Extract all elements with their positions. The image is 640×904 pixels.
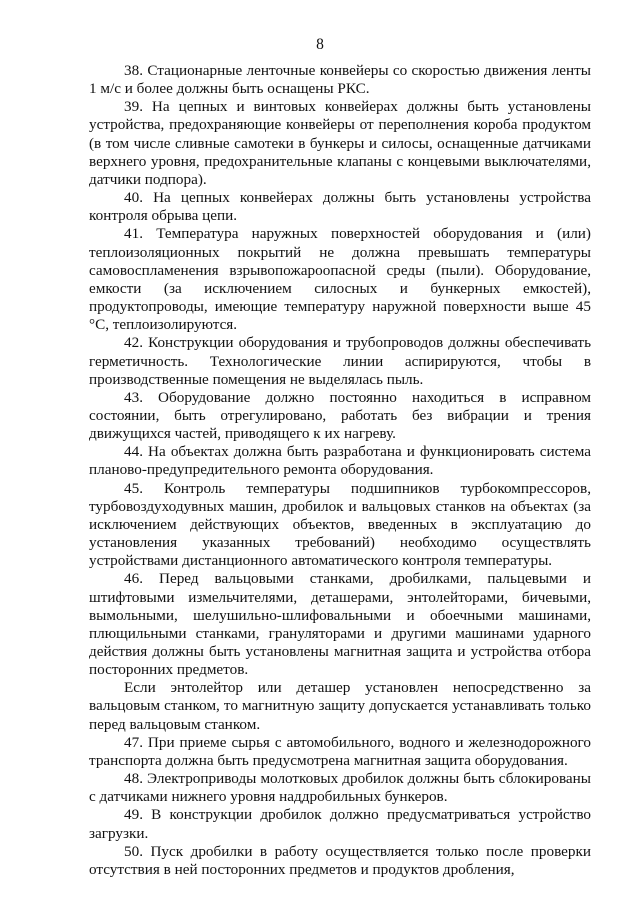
- paragraph-38: 38. Стационарные ленточные конвейеры со скоростью движения ленты 1 м/с и более должны быть оснащены РКС.: [89, 62, 591, 98]
- page-number: 8: [316, 36, 324, 53]
- paragraph-47: 47. При приеме сырья с автомобильного, водного и железнодорожного транспорта должна быть предусмотрена магнитная защита оборудования.: [89, 733, 591, 769]
- document-body: [89, 62, 591, 879]
- paragraph-44: 44. На объектах должна быть разработана и функционировать система планово-предупредительного ремонта оборудования.: [89, 443, 591, 479]
- paragraph-46-note: Если энтолейтор или деташер установлен непосредственно за вальцовым станком, то магнитную защиту допускается устанавливать только перед вальцовым станком.: [89, 679, 591, 733]
- paragraph-49: 49. В конструкции дробилок должно предусматриваться устройство загрузки.: [89, 806, 591, 842]
- paragraph-48: 48. Электроприводы молотковых дробилок должны быть сблокированы с датчиками нижнего уровня наддробильных бункеров.: [89, 770, 591, 806]
- paragraph-40: 40. На цепных конвейерах должны быть установлены устройства контроля обрыва цепи.: [89, 189, 591, 225]
- paragraph-41: 41. Температура наружных поверхностей оборудования и (или) теплоизоляционных покрытий не должна превышать температуры самовоспламенения взрывопожароопасной среды (пыли). Оборудование, емкости (за исключением силосных и бункерных емкостей), продуктопроводы, имеющие температуру наружной поверхности выше 45 °С, теплоизолируются.: [89, 225, 591, 334]
- paragraph-50: 50. Пуск дробилки в работу осуществляется только после проверки отсутствия в ней посторонних предметов и продуктов дробления,: [89, 842, 591, 878]
- paragraph-46: 46. Перед вальцовыми станками, дробилками, пальцевыми и штифтовыми измельчителями, деташерами, энтолейторами, бичевыми, вымольными, шелушильно-шлифовальными и обоечными машинами, плющильными станками, грануляторами и другими машинами ударного действия должны быть установлены магнитная защита и устройства отбора посторонних предметов.: [89, 570, 591, 679]
- paragraph-45: 45. Контроль температуры подшипников турбокомпрессоров, турбовоздуходувных машин, дробилок и вальцовых станков на объектах (за исключением действующих объектов, введенных в эксплуатацию до установления указанных требований) необходимо осуществлять устройствами дистанционного автоматического контроля температуры.: [89, 479, 591, 570]
- paragraph-43: 43. Оборудование должно постоянно находиться в исправном состоянии, быть отрегулировано, работать без вибрации и трения движущихся частей, приводящего к их нагреву.: [89, 388, 591, 443]
- paragraph-42: 42. Конструкции оборудования и трубопроводов должны обеспечивать герметичность. Технологические линии аспирируются, чтобы в производственные помещения не выделялась пыль.: [89, 334, 591, 388]
- paragraph-39: 39. На цепных и винтовых конвейерах должны быть установлены устройства, предохраняющие конвейеры от переполнения короба продуктом (в том числе сливные самотеки в бункеры и силосы, оснащенные датчиками верхнего уровня, предохранительные клапаны с концевыми выключателями, датчики подпора).: [89, 98, 591, 188]
